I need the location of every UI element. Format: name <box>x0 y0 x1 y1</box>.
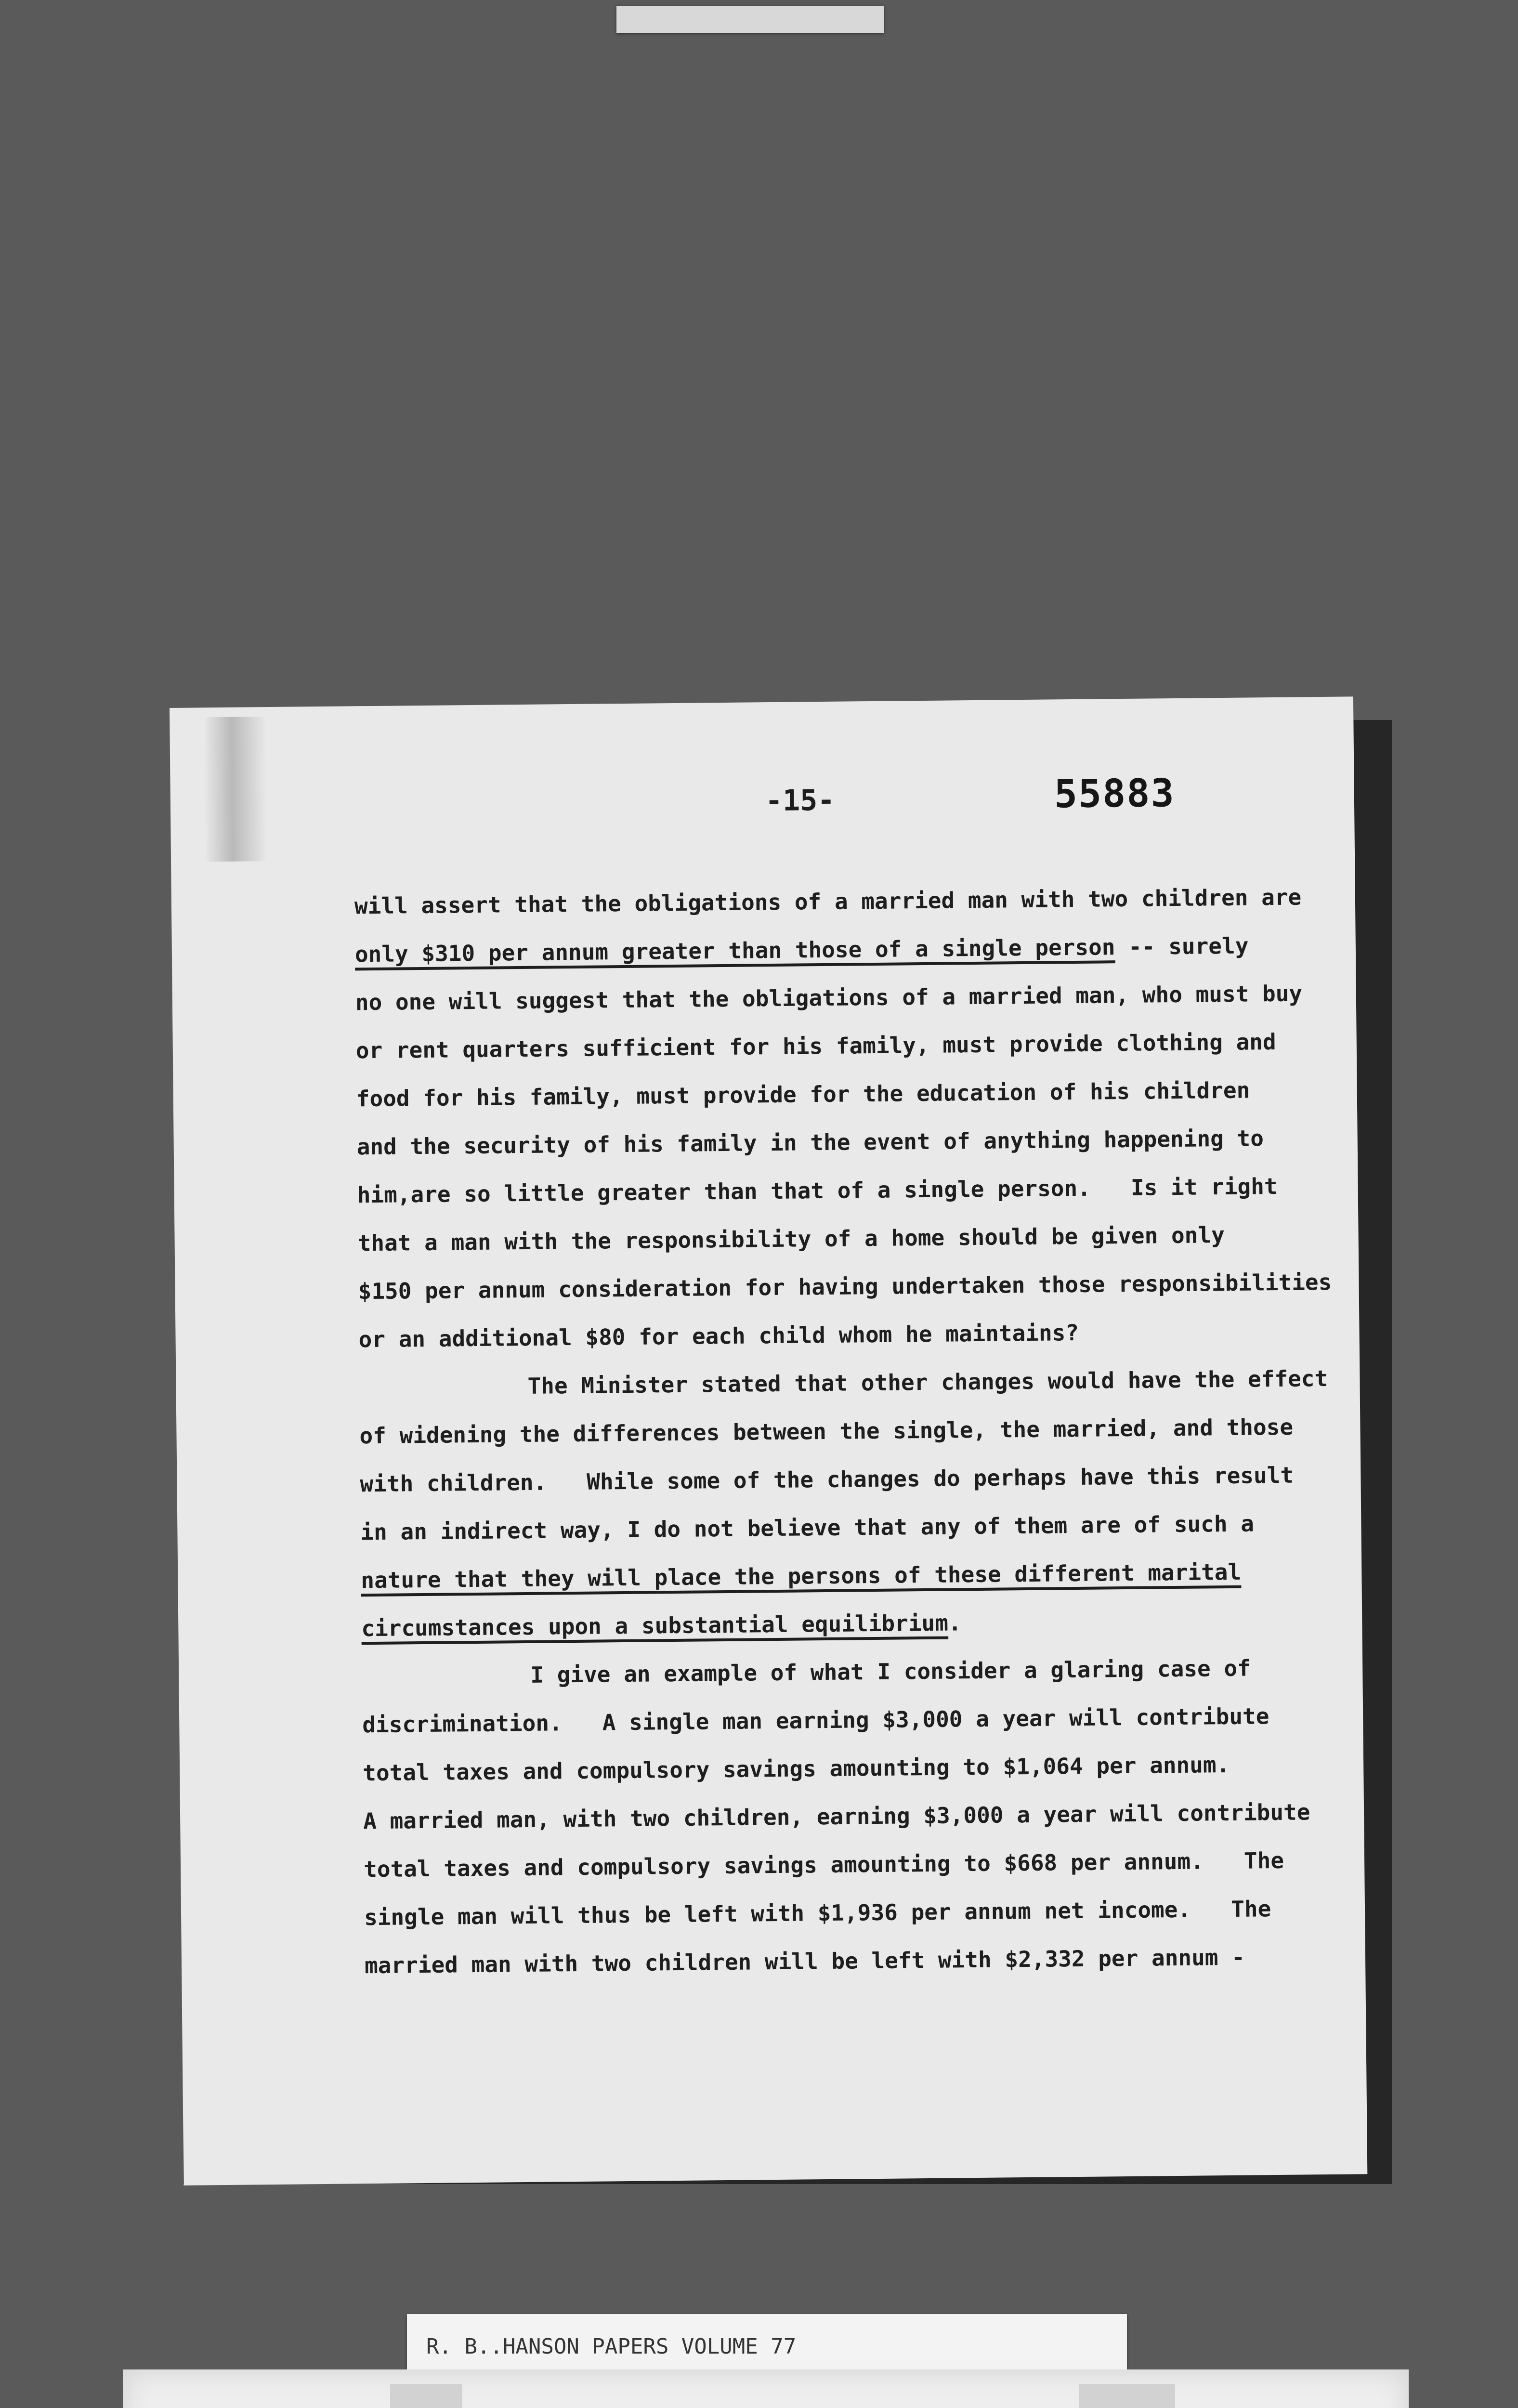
text-line <box>356 1065 1339 1123</box>
text-line <box>362 1691 1345 1749</box>
text-line <box>363 1740 1346 1797</box>
tape-right <box>1079 2384 1175 2408</box>
text-segment: total taxes and compulsory savings amounting to $1,064 per annum. <box>362 1751 1230 1786</box>
text-line <box>357 1162 1340 1219</box>
volume-slip-text: R. B..HANSON PAPERS VOLUME 77 <box>426 2334 797 2359</box>
folio-number: 55883 <box>1054 770 1176 817</box>
text-line <box>363 1788 1346 1845</box>
text-segment: no one will suggest that the obligations of a married man, who must buy <box>355 980 1303 1016</box>
text-line <box>356 1113 1339 1171</box>
body-text <box>354 873 1347 1989</box>
text-segment: . <box>948 1610 962 1636</box>
text-line <box>365 1932 1348 1990</box>
text-segment: married man with two children will be left with $2,332 per annum - <box>364 1944 1245 1979</box>
text-segment: discrimination. A single man earning $3,000 a year will contribute <box>362 1703 1269 1738</box>
text-segment: single man will thus be left with $1,936 per annum net income. The <box>364 1896 1271 1931</box>
text-line <box>355 1017 1338 1075</box>
text-line <box>361 1547 1344 1605</box>
text-line <box>357 1210 1340 1268</box>
text-segment: with children. While some of the changes do perhaps have this result <box>360 1462 1294 1497</box>
underlined-text: nature that they will place the persons of these different marital <box>361 1558 1242 1594</box>
archive-label <box>123 2369 1409 2408</box>
text-line <box>360 1499 1343 1557</box>
text-segment: will assert that the obligations of a married man with two children are <box>354 884 1302 919</box>
text-line <box>354 873 1337 930</box>
text-segment: or an additional $80 for each child whom he maintains? <box>358 1319 1079 1353</box>
page-smudge <box>203 717 267 862</box>
text-line <box>361 1595 1344 1653</box>
top-tab <box>616 6 884 33</box>
text-line <box>359 1402 1342 1460</box>
text-segment: and the security of his family in the event of anything happening to <box>356 1125 1264 1160</box>
text-line <box>358 1258 1341 1316</box>
text-segment: The Minister stated that other changes would have the effect <box>527 1365 1328 1399</box>
tape-left <box>390 2384 462 2408</box>
text-segment: food for his family, must provide for the education of his children <box>356 1077 1250 1112</box>
text-line <box>359 1354 1342 1412</box>
text-segment: -- surely <box>1115 932 1249 960</box>
underlined-text: circumstances upon a substantial equilibrium <box>361 1610 949 1642</box>
text-line <box>364 1884 1347 1942</box>
text-segment: total taxes and compulsory savings amounting to $668 per annum. The <box>363 1847 1284 1883</box>
text-segment: A married man, with two children, earning $3,000 a year will contribute <box>363 1799 1310 1834</box>
text-segment: him,are so little greater than that of a single person. Is it right <box>357 1173 1278 1208</box>
text-segment: that a man with the responsibility of a home should be given only <box>357 1222 1225 1256</box>
text-line <box>358 1306 1341 1364</box>
text-segment: $150 per annum consideration for having undertaken those responsibilities <box>358 1269 1332 1305</box>
text-segment: or rent quarters sufficient for his family, must provide clothing and <box>355 1028 1276 1064</box>
text-line <box>360 1451 1343 1508</box>
text-segment: in an indirect way, I do not believe that any of them are of such a <box>360 1510 1255 1545</box>
text-line <box>364 1836 1347 1894</box>
text-line <box>355 969 1338 1027</box>
text-line <box>362 1643 1345 1701</box>
page-number: -15- <box>765 783 835 818</box>
text-segment: of widening the differences between the single, the married, and those <box>359 1413 1294 1449</box>
text-segment: I give an example of what I consider a glaring case of <box>530 1655 1251 1688</box>
document-page <box>170 696 1367 2185</box>
text-line <box>354 921 1337 979</box>
underlined-text: only $310 per annum greater than those of a single person <box>354 934 1115 968</box>
